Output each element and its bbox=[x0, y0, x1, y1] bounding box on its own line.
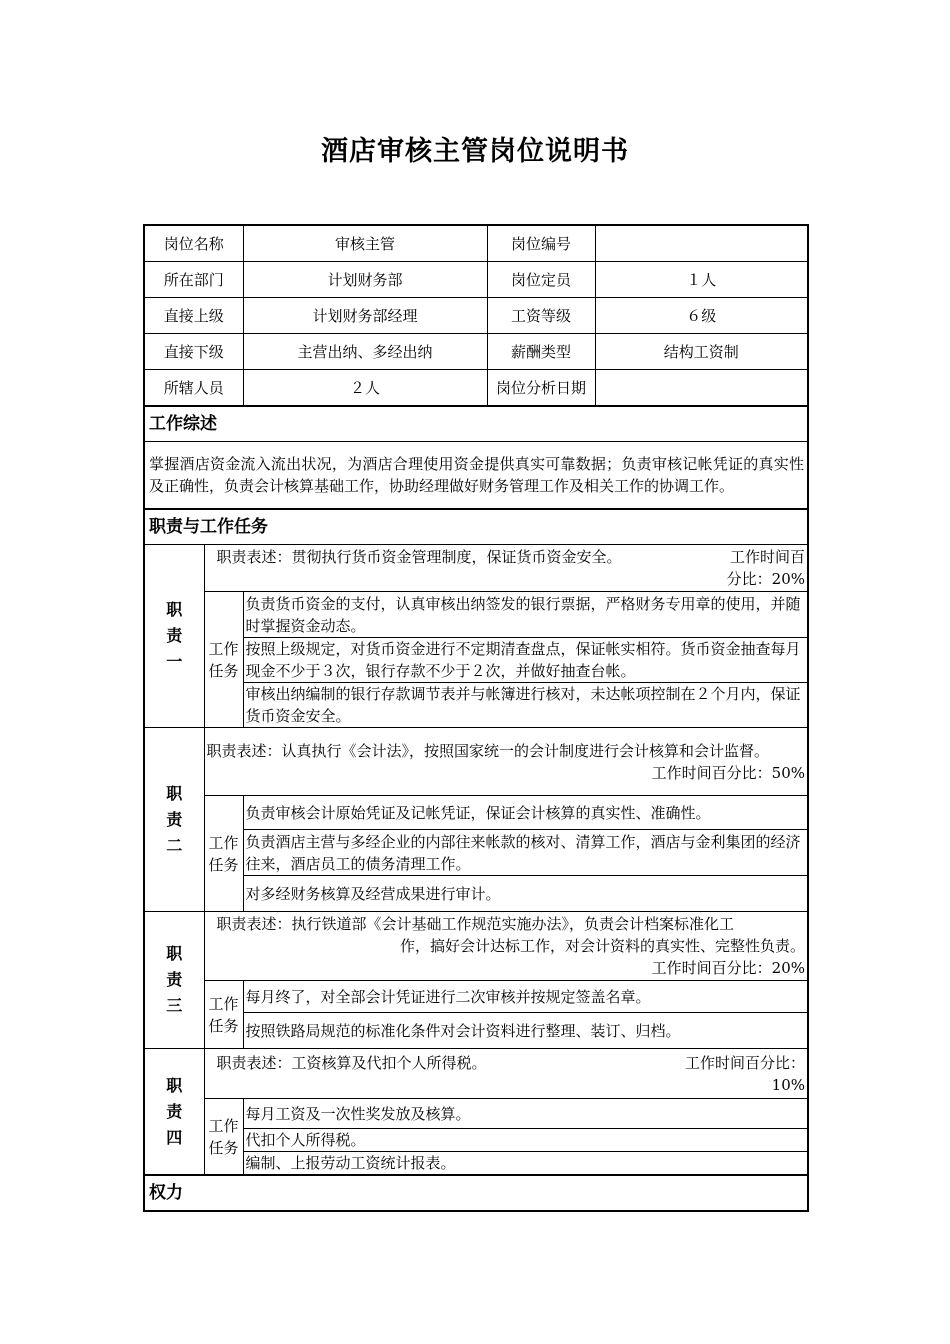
value-direct-superior: 计划财务部经理 bbox=[243, 298, 487, 334]
duty-3-time: 工作时间百分比：20% bbox=[651, 959, 806, 977]
duty-2-label: 职 责 二 bbox=[144, 728, 204, 912]
label-department: 所在部门 bbox=[144, 262, 243, 298]
duty-2-statement-text: 职责表述：认真执行《会计法》，按照国家统一的会计制度进行会计核算和会计监督。 bbox=[206, 741, 770, 760]
duty-1-statement-text: 职责表述：贯彻执行货币资金管理制度，保证货币资金安全。 bbox=[216, 548, 622, 566]
duty-2-task-1: 负责审核会计原始凭证及记帐凭证，保证会计核算的真实性、准确性。 bbox=[243, 796, 808, 830]
duty-1-task-1: 负责货币资金的支付，认真审核出纳签发的银行票据，严格财务专用章的使用，并随时掌握资金动态。 bbox=[243, 592, 808, 638]
label-staff-count: 所辖人员 bbox=[144, 370, 243, 407]
duty-row bbox=[144, 545, 808, 592]
duty-2-task-2: 负责酒店主营与多经企业的内部往来帐款的核对、清算工作，酒店与金利集团的经济往来，酒店员工的债务清理工作。 bbox=[243, 830, 808, 876]
info-row bbox=[144, 298, 808, 334]
label-direct-subordinate: 直接下级 bbox=[144, 334, 243, 370]
duty-4-statement-text: 职责表述：工资核算及代扣个人所得税。 bbox=[216, 1053, 487, 1072]
page-title: 酒店审核主管岗位说明书 bbox=[321, 136, 629, 167]
duty-3-task-1: 每月终了，对全部会计凭证进行二次审核并按规定签盖名章。 bbox=[243, 981, 808, 1013]
duty-3-statement-a: 职责表述：执行铁道部《会计基础工作规范实施办法》，负责会计档案标准化工 bbox=[216, 915, 735, 933]
value-analysis-date bbox=[595, 370, 808, 407]
duty-3-statement-b: 作，搞好会计达标工作，对会计资料的真实性、完整性负责。 bbox=[400, 937, 806, 955]
value-salary-grade: ６级 bbox=[595, 298, 808, 334]
info-row bbox=[144, 262, 808, 298]
info-row bbox=[144, 334, 808, 370]
label-analysis-date: 岗位分析日期 bbox=[487, 370, 595, 407]
section-header-power: 权力 bbox=[144, 1175, 808, 1211]
duty-row bbox=[144, 1049, 808, 1099]
duty-4-statement bbox=[204, 1049, 808, 1099]
duty-1-label: 职 责 一 bbox=[144, 545, 204, 728]
duty-2-time: 工作时间百分比：50% bbox=[651, 763, 806, 782]
duty-4-time-b: 10% bbox=[771, 1075, 806, 1094]
duty-row bbox=[144, 728, 808, 796]
value-department: 计划财务部 bbox=[243, 262, 487, 298]
section-header-duties: 职责与工作任务 bbox=[144, 509, 808, 545]
value-position-code bbox=[595, 225, 808, 262]
duty-3-label: 职 责 三 bbox=[144, 912, 204, 1049]
value-direct-subordinate: 主营出纳、多经出纳 bbox=[243, 334, 487, 370]
section-header-summary: 工作综述 bbox=[144, 406, 808, 442]
label-headcount: 岗位定员 bbox=[487, 262, 595, 298]
value-pay-type: 结构工资制 bbox=[595, 334, 808, 370]
duty-4-task-1: 每月工资及一次性奖发放及核算。 bbox=[243, 1099, 808, 1129]
value-headcount: １人 bbox=[595, 262, 808, 298]
duty-4-task-label: 工作任务 bbox=[204, 1099, 243, 1176]
value-staff-count: ２人 bbox=[243, 370, 487, 407]
duty-4-time-a: 工作时间百分比： bbox=[685, 1053, 806, 1072]
duty-1-task-label: 工作任务 bbox=[204, 592, 243, 728]
duty-4-label: 职 责 四 bbox=[144, 1049, 204, 1176]
label-direct-superior: 直接上级 bbox=[144, 298, 243, 334]
label-pay-type: 薪酬类型 bbox=[487, 334, 595, 370]
duty-2-statement bbox=[204, 728, 808, 796]
duty-2-task-3: 对多经财务核算及经营成果进行审计。 bbox=[243, 876, 808, 912]
label-position-name: 岗位名称 bbox=[144, 225, 243, 262]
duty-1-time-b: 分比：20% bbox=[726, 570, 806, 588]
info-row bbox=[144, 225, 808, 262]
duty-3-task-label: 工作任务 bbox=[204, 981, 243, 1049]
job-description-table bbox=[143, 224, 807, 1212]
duty-1-statement bbox=[204, 545, 808, 592]
summary-text: 掌握酒店资金流入流出状况，为酒店合理使用资金提供真实可靠数据；负责审核记帐凭证的真实性及正确性，负责会计核算基础工作，协助经理做好财务管理工作及相关工作的协调工作。 bbox=[144, 442, 808, 510]
info-row bbox=[144, 370, 808, 407]
label-position-code: 岗位编号 bbox=[487, 225, 595, 262]
duty-1-task-2: 按照上级规定，对货币资金进行不定期清查盘点，保证帐实相符。货币资金抽查每月现金不少于３次，银行存款不少于２次，并做好抽查台帐。 bbox=[243, 638, 808, 683]
duty-1-task-3: 审核出纳编制的银行存款调节表并与帐簿进行核对，未达帐项控制在２个月内，保证货币资金安全。 bbox=[243, 683, 808, 728]
duty-3-statement bbox=[204, 912, 808, 981]
duty-4-task-2: 代扣个人所得税。 bbox=[243, 1129, 808, 1152]
duty-4-task-3: 编制、上报劳动工资统计报表。 bbox=[243, 1152, 808, 1176]
duty-row bbox=[144, 912, 808, 981]
label-salary-grade: 工资等级 bbox=[487, 298, 595, 334]
duty-1-time-a: 工作时间百 bbox=[730, 548, 806, 566]
duty-2-task-label: 工作任务 bbox=[204, 796, 243, 912]
duty-3-task-2: 按照铁路局规范的标准化条件对会计资料进行整理、装订、归档。 bbox=[243, 1013, 808, 1049]
value-position-name: 审核主管 bbox=[243, 225, 487, 262]
